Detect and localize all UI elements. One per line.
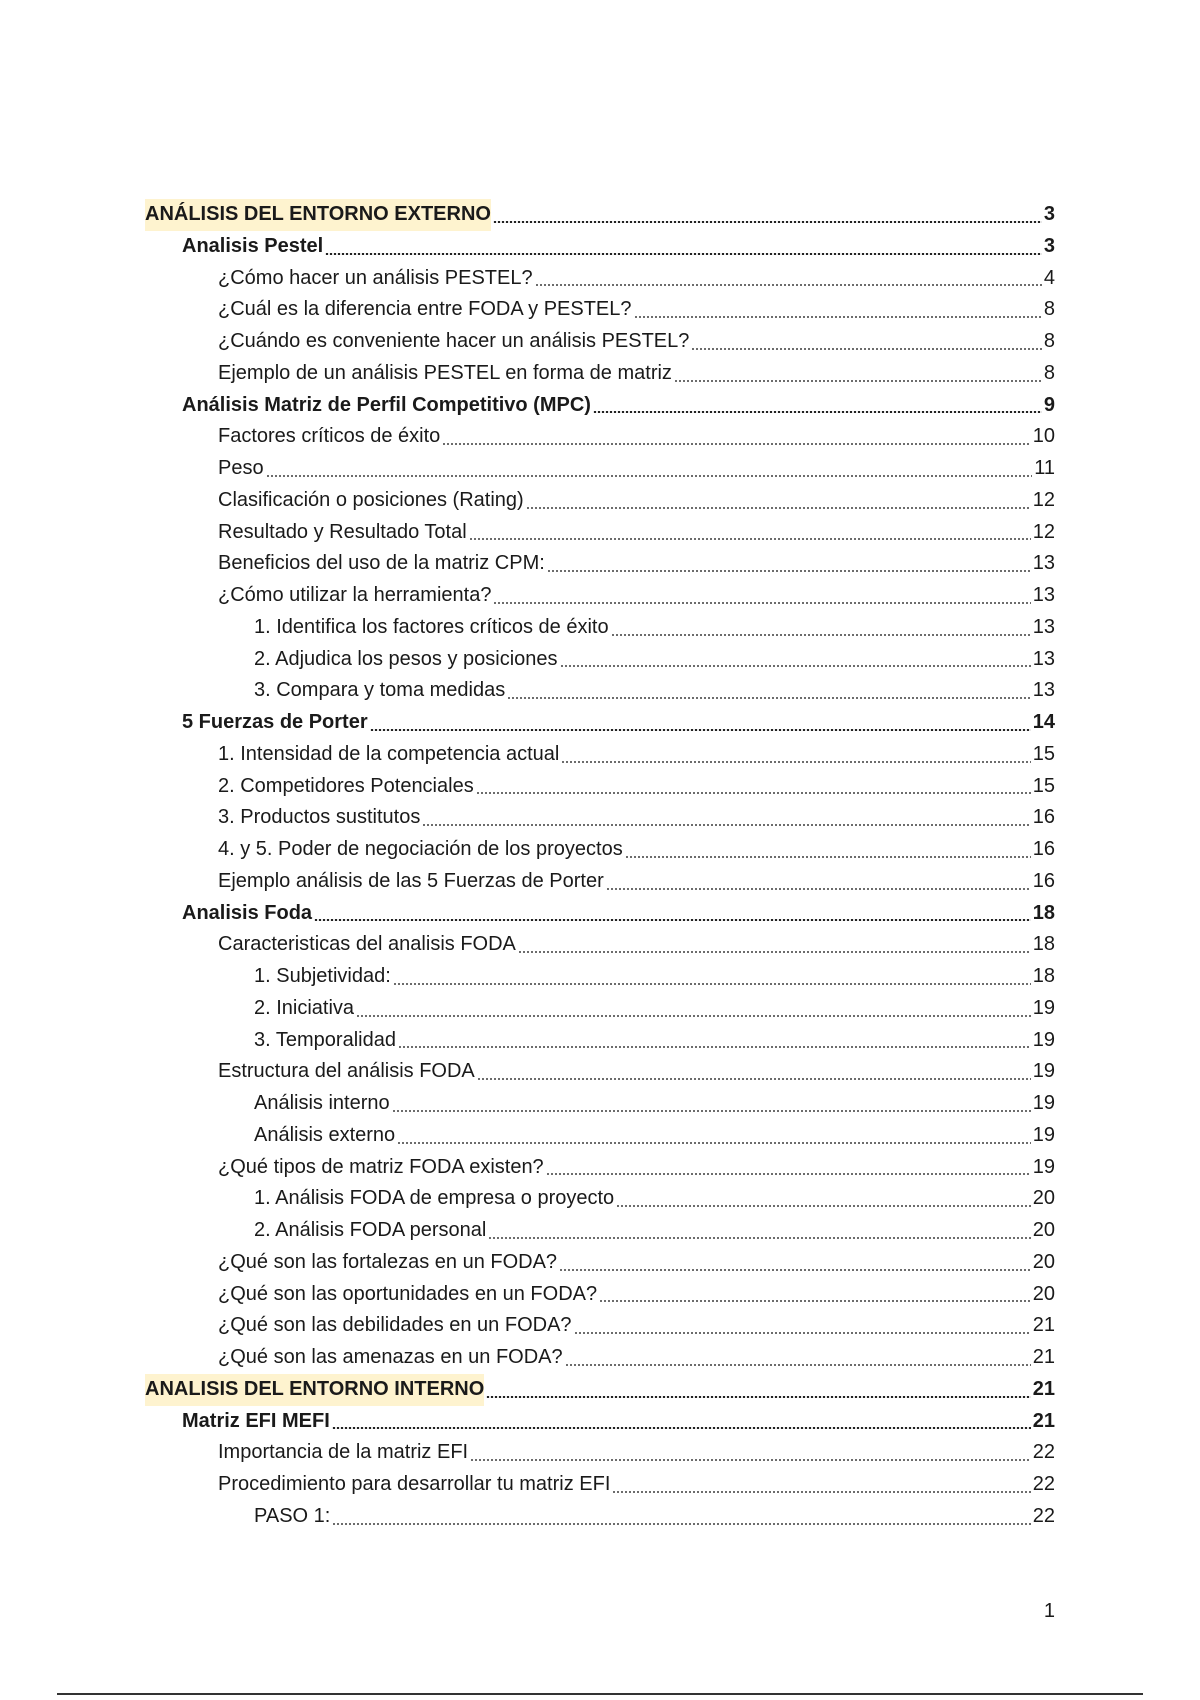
page-divider — [57, 1693, 1143, 1695]
toc-entry[interactable] — [145, 1025, 1055, 1057]
toc-dot-leader — [518, 951, 1031, 953]
toc-entry-label: ¿Cómo utilizar la herramienta? — [218, 584, 492, 606]
toc-entry-page: 10 — [1032, 425, 1055, 448]
toc-entry-label: 3. Temporalidad — [254, 1028, 396, 1051]
toc-dot-leader — [266, 475, 1033, 477]
toc-entry[interactable] — [145, 1215, 1055, 1247]
toc-entry-page: 13 — [1032, 647, 1055, 670]
toc-entry[interactable] — [145, 1088, 1055, 1120]
toc-entry[interactable] — [145, 453, 1055, 485]
toc-entry[interactable] — [145, 802, 1055, 834]
toc-entry-label: 2. Adjudica los pesos y posiciones — [254, 647, 558, 670]
toc-entry-label: Caracteristicas del analisis FODA — [218, 933, 516, 956]
toc-entry-page: 18 — [1032, 933, 1055, 956]
toc-entry-label: 3. Productos sustitutos — [218, 806, 421, 829]
toc-dot-leader — [574, 1332, 1031, 1334]
toc-entry-page: 15 — [1032, 774, 1055, 797]
toc-entry-page: 18 — [1032, 901, 1055, 924]
toc-entry-label: 3. Compara y toma medidas — [254, 679, 506, 702]
table-of-contents — [145, 199, 1055, 1533]
toc-dot-leader — [476, 792, 1031, 794]
toc-entry-label: 1. Subjetividad: — [254, 965, 391, 987]
toc-dot-leader — [397, 1142, 1031, 1144]
toc-entry[interactable] — [145, 612, 1055, 644]
toc-entry-label: Análisis externo — [254, 1123, 396, 1146]
toc-entry[interactable] — [145, 929, 1055, 961]
toc-dot-leader — [691, 348, 1041, 350]
toc-dot-leader — [565, 1364, 1031, 1366]
toc-entry-page: 14 — [1032, 711, 1055, 733]
toc-dot-leader — [560, 665, 1031, 667]
toc-entry-label: 5 Fuerzas de Porter — [182, 711, 368, 733]
toc-entry-page: 19 — [1032, 1028, 1055, 1051]
toc-dot-leader — [593, 411, 1042, 413]
toc-entry-label: ¿Qué son las oportunidades en un FODA? — [218, 1282, 598, 1305]
toc-entry-label: Factores críticos de éxito — [218, 425, 441, 448]
toc-entry[interactable] — [145, 1310, 1055, 1342]
toc-entry[interactable] — [145, 1437, 1055, 1469]
toc-entry-label: 2. Iniciativa — [254, 996, 355, 1019]
toc-dot-leader — [493, 221, 1042, 223]
toc-entry[interactable] — [145, 517, 1055, 549]
toc-entry-page: 20 — [1032, 1219, 1055, 1241]
toc-dot-leader — [332, 1523, 1030, 1525]
toc-dot-leader — [616, 1205, 1031, 1207]
toc-entry[interactable] — [145, 485, 1055, 517]
toc-entry-page: 19 — [1032, 996, 1055, 1019]
toc-entry-page: 19 — [1032, 1060, 1055, 1083]
toc-entry-label: ¿Cuál es la diferencia entre FODA y PESTEL? — [218, 298, 632, 321]
toc-entry-page: 19 — [1032, 1092, 1055, 1114]
toc-entry-page: 18 — [1032, 965, 1055, 987]
toc-entry-page: 8 — [1043, 361, 1055, 384]
toc-entry-label: ¿Cómo hacer un análisis PESTEL? — [218, 266, 533, 289]
toc-dot-leader — [599, 1300, 1031, 1302]
toc-entry-label: 4. y 5. Poder de negociación de los proyectos — [218, 838, 623, 860]
toc-entry-page: 4 — [1043, 266, 1055, 289]
toc-entry-label: ANÁLISIS DEL ENTORNO EXTERNO — [145, 199, 491, 231]
toc-entry-page: 20 — [1032, 1282, 1055, 1305]
toc-entry-label: Matriz EFI MEFI — [182, 1409, 330, 1432]
toc-entry[interactable] — [145, 326, 1055, 358]
toc-entry-label: ¿Qué son las debilidades en un FODA? — [218, 1314, 572, 1337]
toc-dot-leader — [314, 919, 1031, 921]
toc-dot-leader — [526, 507, 1031, 509]
toc-entry-page: 15 — [1032, 742, 1055, 765]
toc-dot-leader — [470, 1459, 1031, 1461]
toc-entry[interactable] — [145, 358, 1055, 390]
toc-entry-page: 3 — [1043, 234, 1055, 257]
toc-entry-label: Analisis Pestel — [182, 234, 324, 257]
toc-entry-page: 20 — [1032, 1187, 1055, 1210]
toc-entry[interactable] — [145, 231, 1055, 263]
toc-entry[interactable] — [145, 771, 1055, 803]
toc-entry[interactable] — [145, 675, 1055, 707]
toc-dot-leader — [674, 380, 1042, 382]
toc-entry-page: 22 — [1032, 1504, 1055, 1527]
toc-entry[interactable] — [145, 707, 1055, 739]
toc-dot-leader — [392, 1110, 1031, 1112]
toc-entry[interactable] — [145, 1342, 1055, 1374]
toc-entry-label: Beneficios del uso de la matriz CPM: — [218, 552, 545, 575]
toc-entry[interactable] — [145, 1469, 1055, 1501]
toc-entry-page: 13 — [1032, 552, 1055, 575]
toc-entry-label: 2. Competidores Potenciales — [218, 774, 474, 797]
toc-entry[interactable] — [145, 1120, 1055, 1152]
toc-entry-page: 16 — [1032, 838, 1055, 860]
toc-entry-label: PASO 1: — [254, 1504, 331, 1527]
toc-dot-leader — [493, 602, 1030, 604]
toc-dot-leader — [370, 729, 1031, 731]
toc-entry-label: Procedimiento para desarrollar tu matriz EFI — [218, 1473, 611, 1495]
toc-entry-label: Resultado y Resultado Total — [218, 520, 467, 543]
toc-entry-label: Ejemplo análisis de las 5 Fuerzas de Porter — [218, 869, 604, 892]
toc-entry[interactable] — [145, 294, 1055, 326]
toc-entry[interactable] — [145, 993, 1055, 1025]
toc-dot-leader — [625, 856, 1031, 858]
toc-dot-leader — [488, 1237, 1030, 1239]
toc-entry[interactable] — [145, 1406, 1055, 1438]
toc-entry-label: Peso — [218, 457, 264, 479]
toc-entry-label: Análisis interno — [254, 1092, 390, 1114]
toc-dot-leader — [393, 983, 1031, 985]
toc-entry[interactable] — [145, 834, 1055, 866]
toc-entry-label: Estructura del análisis FODA — [218, 1060, 475, 1083]
toc-dot-leader — [561, 761, 1030, 763]
toc-dot-leader — [469, 538, 1031, 540]
toc-entry-page: 21 — [1032, 1346, 1055, 1368]
toc-entry[interactable] — [145, 1152, 1055, 1184]
toc-dot-leader — [325, 253, 1042, 255]
toc-dot-leader — [559, 1269, 1031, 1271]
toc-dot-leader — [507, 697, 1031, 699]
toc-entry-page: 13 — [1032, 584, 1055, 606]
toc-dot-leader — [535, 284, 1042, 286]
toc-entry-label: Clasificación o posiciones (Rating) — [218, 488, 524, 511]
toc-entry-page: 21 — [1032, 1377, 1055, 1400]
toc-entry[interactable] — [145, 1247, 1055, 1279]
toc-entry[interactable] — [145, 898, 1055, 930]
toc-entry[interactable] — [145, 866, 1055, 898]
toc-entry-page: 12 — [1032, 520, 1055, 543]
toc-dot-leader — [477, 1078, 1031, 1080]
toc-entry-page: 21 — [1032, 1409, 1055, 1432]
toc-dot-leader — [356, 1015, 1031, 1017]
toc-entry-page: 9 — [1043, 393, 1055, 416]
toc-entry-label: ¿Cuándo es conveniente hacer un análisis PESTEL? — [218, 330, 690, 352]
toc-entry-page: 22 — [1032, 1441, 1055, 1464]
toc-entry-label: 1. Intensidad de la competencia actual — [218, 742, 560, 765]
toc-entry[interactable] — [145, 1056, 1055, 1088]
toc-entry-label: 2. Análisis FODA personal — [254, 1219, 487, 1241]
toc-entry[interactable] — [145, 1279, 1055, 1311]
toc-entry[interactable] — [145, 1501, 1055, 1533]
toc-dot-leader — [634, 316, 1042, 318]
toc-entry-label: Importancia de la matriz EFI — [218, 1441, 469, 1464]
toc-entry-page: 11 — [1034, 457, 1055, 479]
toc-entry-page: 8 — [1043, 298, 1055, 321]
toc-entry-page: 19 — [1032, 1123, 1055, 1146]
toc-entry-label: 1. Análisis FODA de empresa o proyecto — [254, 1187, 615, 1210]
toc-dot-leader — [612, 1491, 1030, 1493]
toc-entry[interactable] — [145, 263, 1055, 295]
toc-dot-leader — [486, 1396, 1030, 1398]
page-number: 1 — [1043, 1600, 1055, 1622]
toc-entry-page: 20 — [1032, 1250, 1055, 1273]
toc-entry-page: 8 — [1043, 330, 1055, 352]
toc-dot-leader — [398, 1046, 1031, 1048]
toc-entry[interactable] — [145, 421, 1055, 453]
toc-entry-label: 1. Identifica los factores críticos de éxito — [254, 615, 609, 638]
toc-dot-leader — [442, 443, 1030, 445]
toc-dot-leader — [606, 888, 1031, 890]
toc-entry-page: 12 — [1032, 488, 1055, 511]
toc-entry-page: 13 — [1032, 615, 1055, 638]
toc-dot-leader — [547, 570, 1031, 572]
toc-entry-page: 3 — [1043, 203, 1055, 225]
toc-entry-label: Analisis Foda — [182, 901, 313, 924]
toc-entry[interactable] — [145, 644, 1055, 676]
toc-entry-page: 19 — [1032, 1155, 1055, 1178]
toc-entry-label: ANALISIS DEL ENTORNO INTERNO — [145, 1374, 484, 1406]
toc-entry[interactable] — [145, 1374, 1055, 1406]
toc-entry-label: Análisis Matriz de Perfil Competitivo (MPC) — [182, 393, 591, 416]
toc-entry-label: ¿Qué son las amenazas en un FODA? — [218, 1346, 563, 1368]
toc-dot-leader — [332, 1427, 1031, 1429]
toc-entry[interactable] — [145, 390, 1055, 422]
toc-entry[interactable] — [145, 739, 1055, 771]
toc-entry[interactable] — [145, 548, 1055, 580]
toc-dot-leader — [422, 824, 1030, 826]
toc-entry-label: ¿Qué tipos de matriz FODA existen? — [218, 1155, 544, 1178]
toc-entry-page: 16 — [1032, 869, 1055, 892]
toc-entry-page: 16 — [1032, 806, 1055, 829]
toc-entry[interactable] — [145, 199, 1055, 231]
toc-entry-label: ¿Qué son las fortalezas en un FODA? — [218, 1250, 558, 1273]
toc-entry[interactable] — [145, 580, 1055, 612]
toc-entry-page: 21 — [1032, 1314, 1055, 1337]
toc-dot-leader — [546, 1173, 1031, 1175]
toc-entry[interactable] — [145, 961, 1055, 993]
toc-entry-label: Ejemplo de un análisis PESTEL en forma de matriz — [218, 361, 672, 384]
toc-dot-leader — [611, 634, 1031, 636]
toc-entry-page: 22 — [1032, 1473, 1055, 1495]
toc-entry-page: 13 — [1032, 679, 1055, 702]
toc-entry[interactable] — [145, 1183, 1055, 1215]
